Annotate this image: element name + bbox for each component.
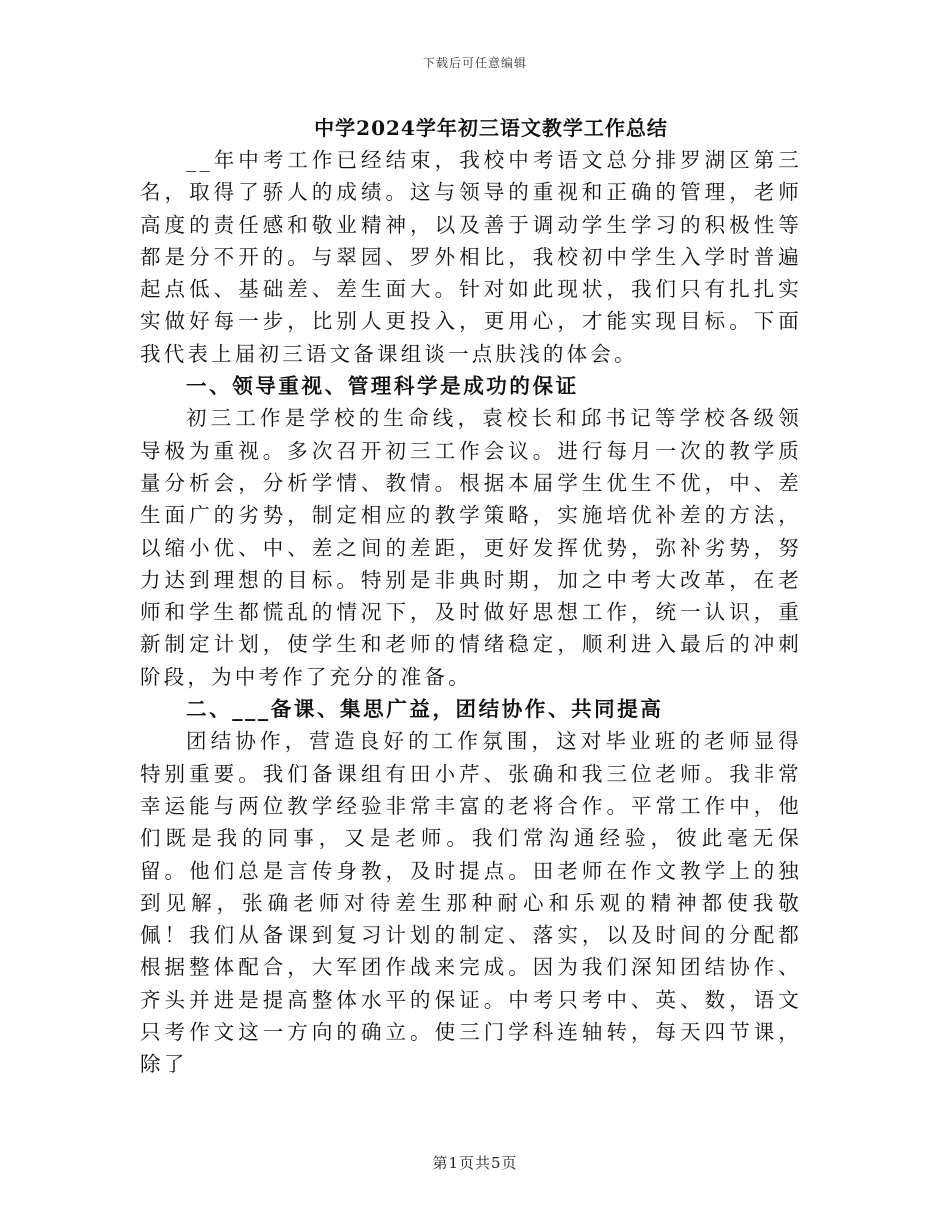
page-header-note: 下载后可任意编辑 bbox=[422, 56, 527, 70]
document-title: 中学2024学年初三语文教学工作总结 bbox=[314, 116, 668, 140]
paragraph-section-2: 团结协作，营造良好的工作氛围，这对毕业班的老师显得特别重要。我们备课组有田小芹、张确和我三位老师。我非常幸运能与两位教学经验非常丰富的老将合作。平常工作中，他们既是我的同事，又是老师。我们常沟通经验，彼此毫无保留。他们总是言传身教，及时提点。田老师在作文教学上的独到见解，张确老师对待差生那种耐心和乐观的精神都使我敬佩！我们从备课到复习计划的制定、落实，以及时间的分配都根据整体配合，大军团作战来完成。因为我们深知团结协作、齐头并进是提高整体水平的保证。中考只考中、英、数，语文只考作文这一方向的确立。使三门学科连轴转，每天四节课，除了 bbox=[140, 729, 802, 1077]
document-body bbox=[140, 112, 802, 1081]
section-heading-2: 二、___备课、集思广益，团结协作、共同提高 bbox=[186, 697, 664, 722]
section-heading-1: 一、领导重视、管理科学是成功的保证 bbox=[186, 374, 579, 399]
page-number: 第1页共5页 bbox=[432, 1154, 518, 1172]
paragraph-section-1: 初三工作是学校的生命线，袁校长和邱书记等学校各级领导极为重视。多次召开初三工作会议。进行每月一次的教学质量分析会，分析学情、教情。根据本届学生优生不优，中、差生面广的劣势，制定相应的教学策略，实施培优补差的方法，以缩小优、中、差之间的差距，更好发挥优势，弥补劣势，努力达到理想的目标。特别是非典时期，加之中考大改革，在老师和学生都慌乱的情况下，及时做好思想工作，统一认识，重新制定计划，使学生和老师的情绪稳定，顺利进入最后的冲刺阶段，为中考作了充分的准备。 bbox=[140, 406, 802, 689]
paragraph-intro: __年中考工作已经结束，我校中考语文总分排罗湖区第三名，取得了骄人的成绩。这与领导的重视和正确的管理，老师高度的责任感和敬业精神，以及善于调动学生学习的积极性等都是分不开的。与翠园、罗外相比，我校初中学生入学时普遍起点低、基础差、差生面大。针对如此现状，我们只有扎扎实实做好每一步，比别人更投入，更用心，才能实现目标。下面我代表上届初三语文备课组谈一点肤浅的体会。 bbox=[140, 148, 802, 366]
